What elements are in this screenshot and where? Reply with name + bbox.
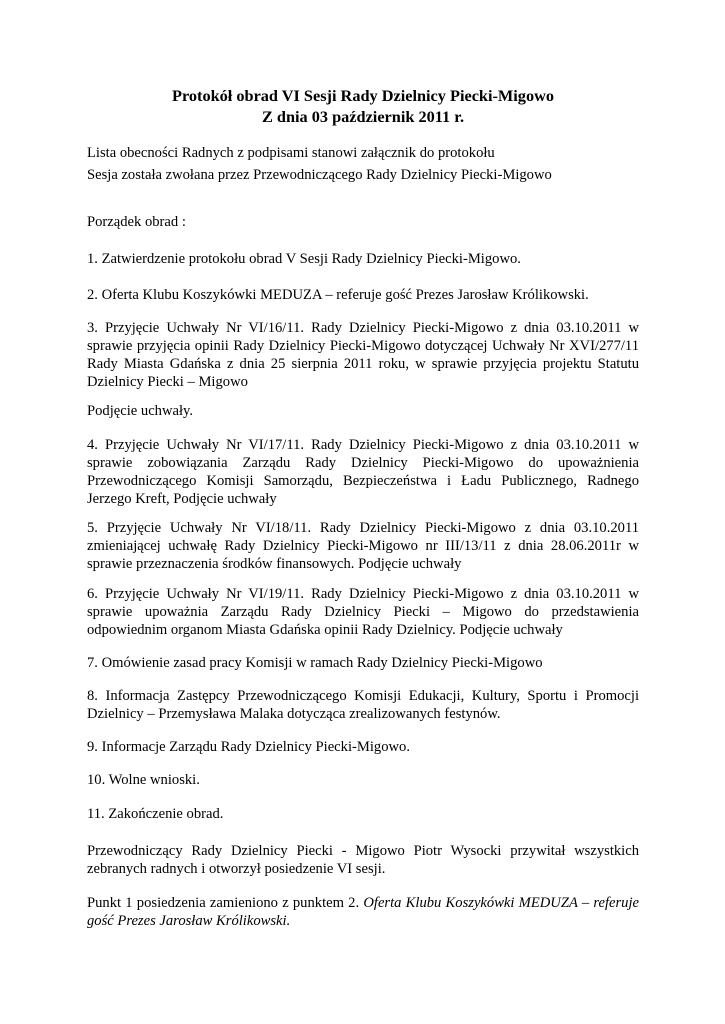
document-title: Protokół obrad VI Sesji Rady Dzielnicy Piecki-Migowo [172,86,554,105]
attendance-note: Lista obecności Radnych z podpisami stanowi załącznik do protokołu [87,145,495,161]
agenda-item-2: 2. Oferta Klubu Koszykówki MEDUZA – referuje gość Prezes Jarosław Królikowski. [87,287,589,303]
agenda-swap-prefix: Punkt 1 posiedzenia zamieniono z punktem 2. [87,895,364,911]
agenda-item-6: 6. Przyjęcie Uchwały Nr VI/19/11. Rady Dzielnicy Piecki-Migowo z dnia 03.10.2011 w sprawie upoważnia Zarządu Rady Dzielnicy Piecki – Migowo do przedstawienia odpowiednim organom Miasta Gdańska opinii Rady Dzielnicy. Podjęcie uchwały [87,586,639,638]
agenda-swap-paragraph [87,894,639,930]
session-convened-note: Sesja została zwołana przez Przewodniczącego Rady Dzielnicy Piecki-Migowo [87,167,552,183]
agenda-item-10: 10. Wolne wnioski. [87,772,200,788]
agenda-item-4: 4. Przyjęcie Uchwały Nr VI/17/11. Rady Dzielnicy Piecki-Migowo z dnia 03.10.2011 w sprawie zobowiązania Zarządu Rady Dzielnicy Piecki-Migowo do upoważnienia Przewodniczącego Komisji Samorządu, Bezpieczeństwa i Ładu Publicznego, Radnego Jerzego Kreft, Podjęcie uchwały [87,437,639,507]
document-date: Z dnia 03 październik 2011 r. [261,107,465,126]
agenda-item-7: 7. Omówienie zasad pracy Komisji w ramach Rady Dzielnicy Piecki-Migowo [87,655,543,671]
agenda-heading: Porządek obrad : [87,214,186,230]
opening-paragraph: Przewodniczący Rady Dzielnicy Piecki - Migowo Piotr Wysocki przywitał wszystkich zebranych radnych i otworzył posiedzenie VI sesji. [87,843,639,877]
agenda-item-3: 3. Przyjęcie Uchwały Nr VI/16/11. Rady Dzielnicy Piecki-Migowo z dnia 03.10.2011 w sprawie przyjęcia opinii Rady Dzielnicy Piecki-Migowo dotyczącej Uchwały Nr XVI/277/11 Rady Miasta Gdańska z dnia 25 sierpnia 2011 roku, w sprawie przyjęcia projektu Statutu Dzielnicy Piecki – Migowo [87,320,639,390]
agenda-swap-italic: Oferta Klubu Koszykówki MEDUZA – referuje gość Prezes Jarosław Królikowski. [87,895,639,929]
agenda-item-9: 9. Informacje Zarządu Rady Dzielnicy Piecki-Migowo. [87,739,410,755]
agenda-item-8: 8. Informacja Zastępcy Przewodniczącego Komisji Edukacji, Kultury, Sportu i Promocji Dzielnicy – Przemysława Malaka dotycząca zrealizowanych festynów. [87,688,639,722]
agenda-item-1: 1. Zatwierdzenie protokołu obrad V Sesji Rady Dzielnicy Piecki-Migowo. [87,251,521,267]
agenda-item-5: 5. Przyjęcie Uchwały Nr VI/18/11. Rady Dzielnicy Piecki-Migowo z dnia 03.10.2011 zmieniającej uchwałę Rady Dzielnicy Piecki-Migowo nr III/13/11 z dnia 28.06.2011r w sprawie przeznaczenia środków finansowych. Podjęcie uchwały [87,520,639,572]
agenda-item-11: 11. Zakończenie obrad. [87,806,224,822]
agenda-item-3-resolution: Podjęcie uchwały. [87,403,194,419]
